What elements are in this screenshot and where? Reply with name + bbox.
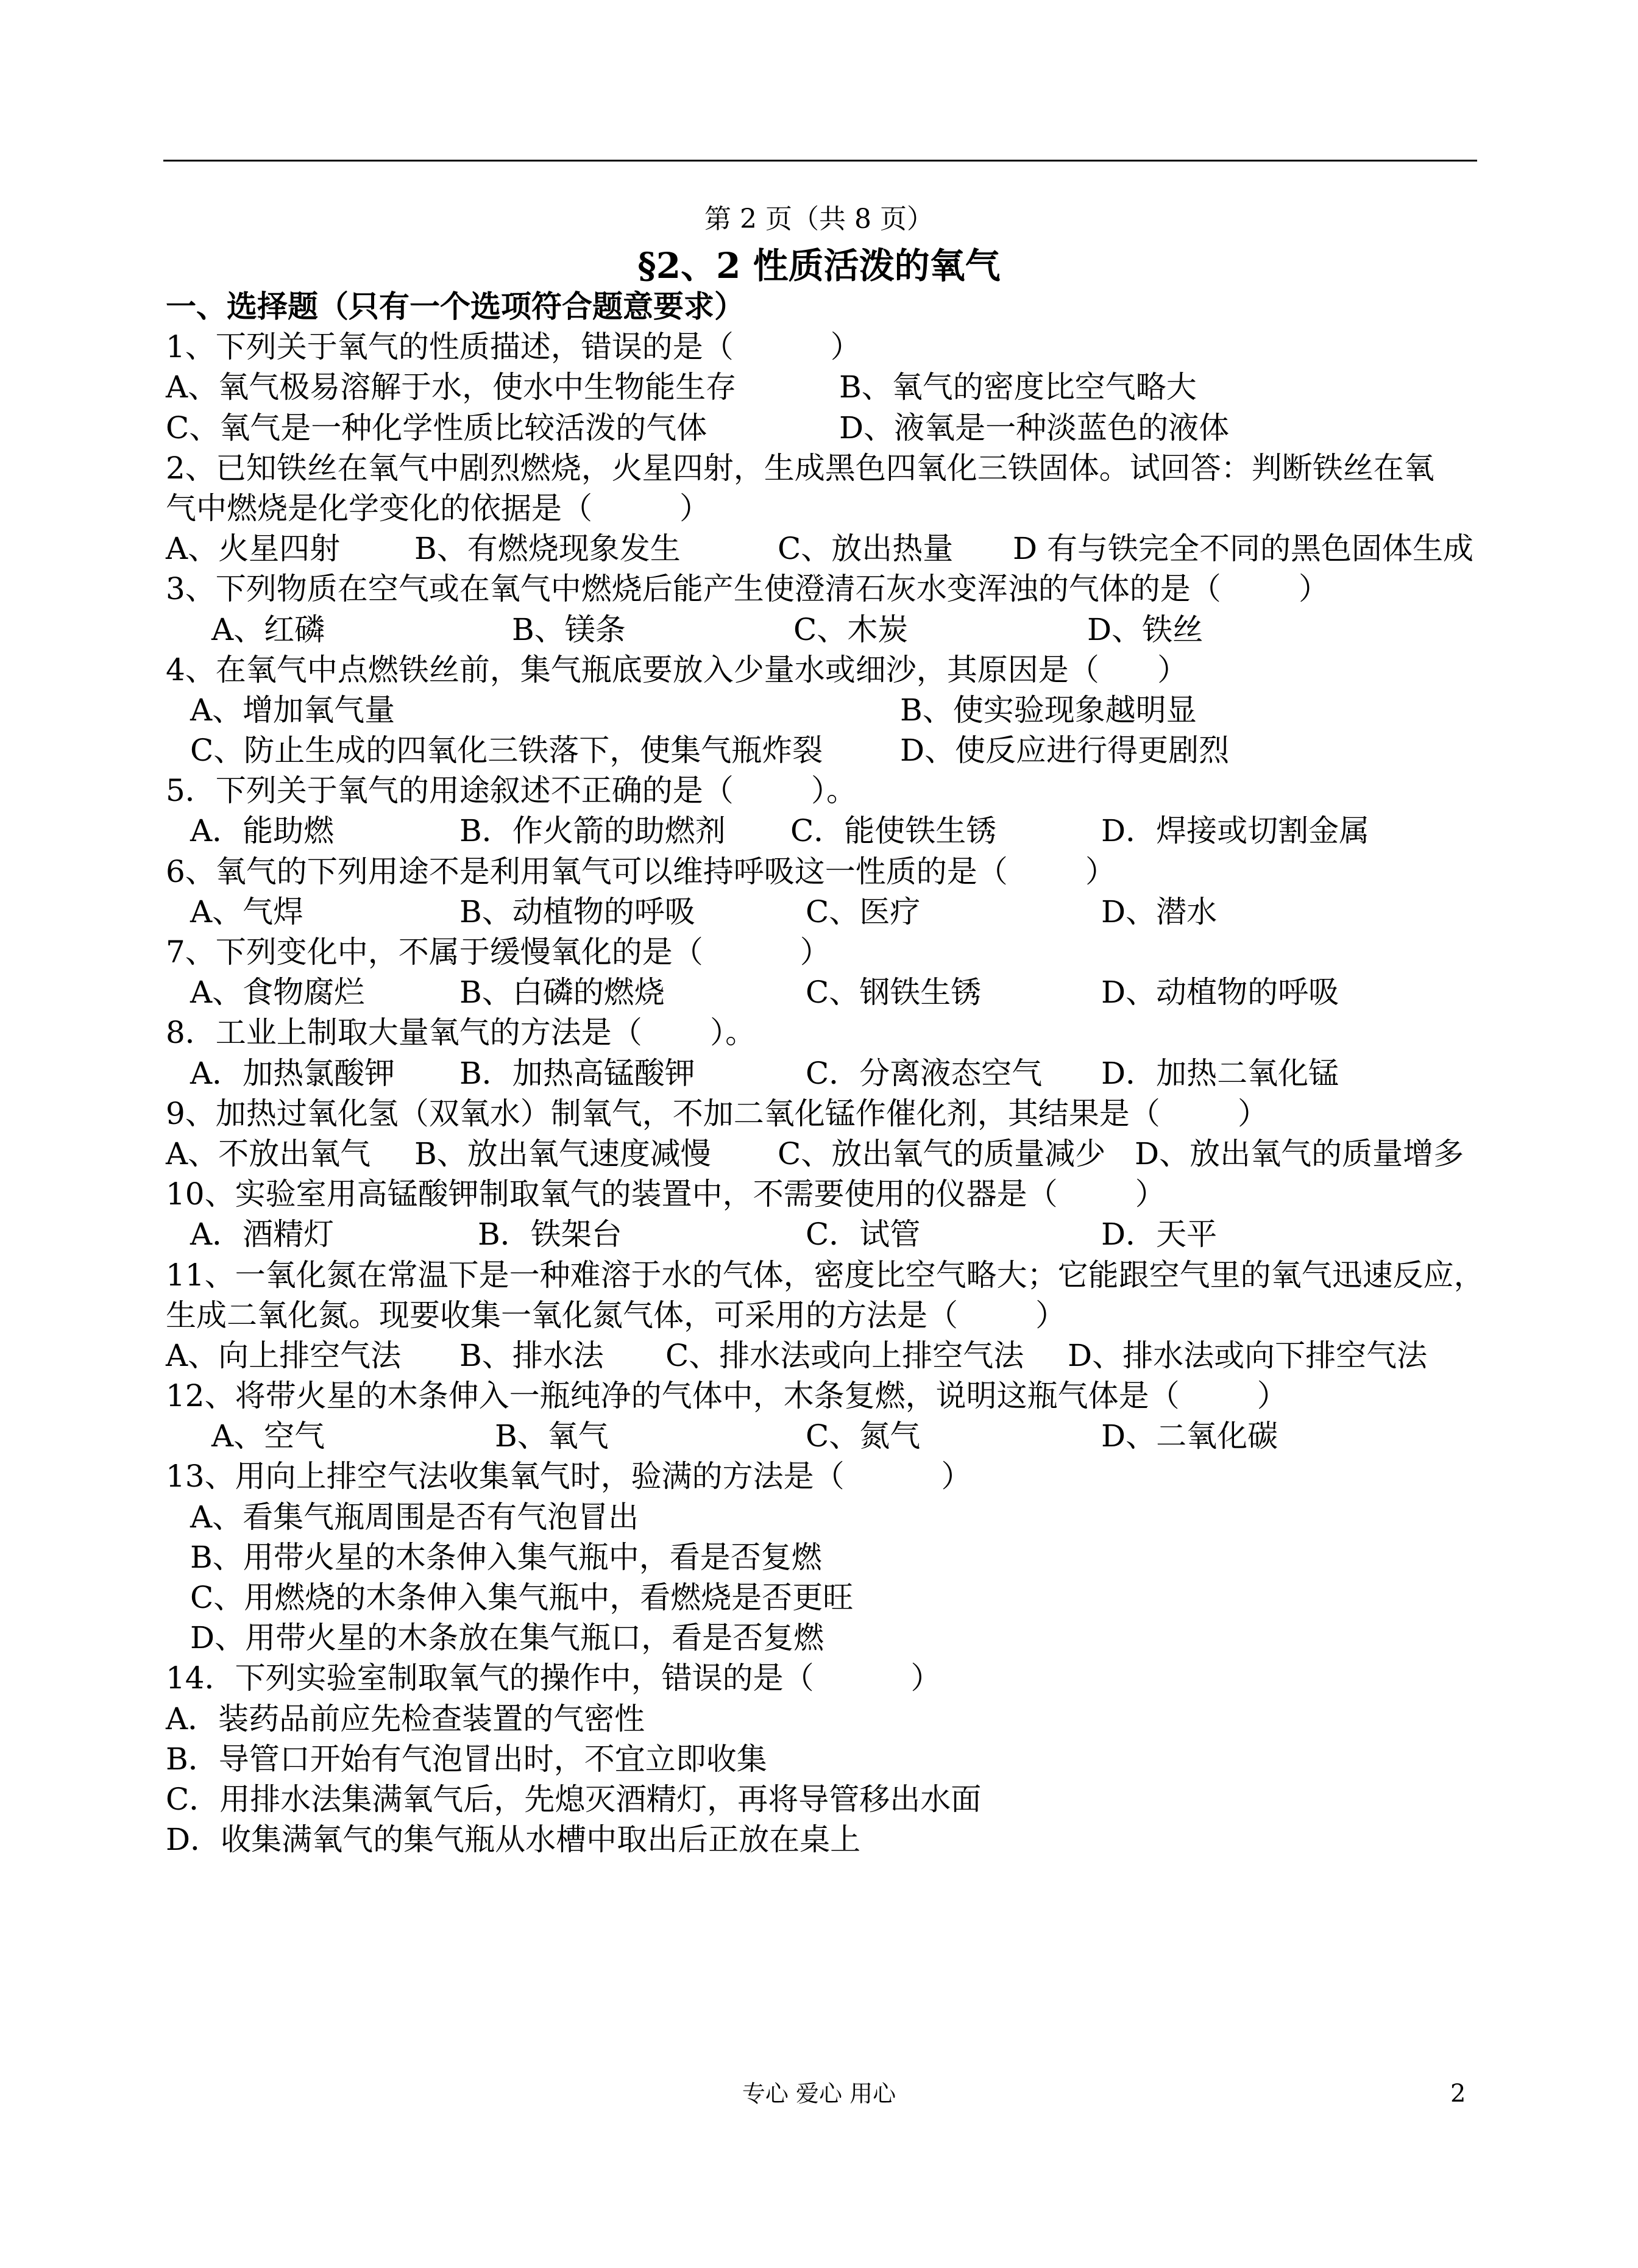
option: B、动植物的呼吸 (459, 894, 695, 930)
option: A．酒精灯 (190, 1217, 335, 1253)
question-2-line2: 气中燃烧是化学变化的依据是（ ） (166, 490, 711, 526)
option: C、氧气是一种化学性质比较活泼的气体 (166, 410, 707, 446)
question-8: 8．工业上制取大量氧气的方法是（ ）。 (166, 1015, 756, 1051)
question-3-options (166, 610, 1482, 650)
option: B．作火箭的助燃剂 (459, 813, 726, 849)
question-11-line1: 11、一氧化氮在常温下是一种难溶于水的气体，密度比空气略大；它能跟空气里的氧气迅速反应， (166, 1257, 1484, 1293)
option: C．能使铁生锈 (790, 813, 997, 849)
option: A、火星四射 (166, 531, 341, 567)
option: C、防止生成的四氧化三铁落下，使集气瓶炸裂 (190, 733, 823, 769)
option: D、铁丝 (1087, 611, 1204, 647)
option: C、医疗 (806, 894, 921, 930)
option: C、木炭 (793, 611, 909, 647)
question-1: 1、下列关于氧气的性质描述，错误的是（ ） (166, 329, 861, 365)
question-2-line1: 2、已知铁丝在氧气中剧烈燃烧，火星四射，生成黑色四氧化三铁固体。试回答：判断铁丝在氧 (166, 450, 1434, 486)
option: C．分离液态空气 (806, 1055, 1043, 1091)
question-9-options (166, 1134, 1482, 1174)
option: B．加热高锰酸钾 (459, 1055, 695, 1091)
question-14: 14．下列实验室制取氧气的操作中，错误的是（ ） (166, 1660, 941, 1696)
option: D 有与铁完全不同的黑色固体生成 (1013, 531, 1473, 567)
page-title: §2、2 性质活泼的氧气 (637, 245, 1001, 286)
option: C、排水法或向上排空气法 (665, 1337, 1024, 1373)
footer-page-number: 2 (1450, 2080, 1466, 2108)
option: C、用燃烧的木条伸入集气瓶中，看燃烧是否更旺 (190, 1580, 854, 1615)
option: C．试管 (806, 1217, 921, 1253)
question-5: 5．下列关于氧气的用途叙述不正确的是（ ）。 (166, 773, 857, 809)
option: D、使反应进行得更剧烈 (900, 733, 1230, 769)
option: B．铁架台 (478, 1217, 622, 1253)
question-6-options (166, 892, 1482, 932)
question-8-options (166, 1053, 1482, 1093)
option: B、氧气 (495, 1418, 609, 1454)
option: B、白磷的燃烧 (459, 975, 665, 1011)
option: A、增加氧气量 (190, 692, 395, 728)
question-7: 7、下列变化中，不属于缓慢氧化的是（ ） (166, 934, 831, 970)
option: C、放出氧气的质量减少 (778, 1136, 1106, 1171)
question-4-options-row1 (166, 690, 1482, 730)
question-5-options (166, 811, 1482, 851)
question-11-line2: 生成二氧化氮。现要收集一氧化氮气体，可采用的方法是（ ） (166, 1297, 1066, 1333)
option: D、放出氧气的质量增多 (1135, 1136, 1464, 1171)
question-12-options (166, 1416, 1482, 1456)
question-1-options-row1 (166, 367, 1482, 407)
question-10-options (166, 1214, 1482, 1254)
option: A、氧气极易溶解于水，使水中生物能生存 (166, 369, 737, 405)
section-heading: 一、选择题（只有一个选项符合题意要求） (166, 288, 745, 324)
option: A．装药品前应先检查装置的气密性 (166, 1701, 645, 1737)
page-indicator: 第 2 页（共 8 页） (704, 204, 934, 235)
option: A、气焊 (190, 894, 304, 930)
footer-motto: 专心 爱心 用心 (742, 2080, 896, 2107)
option: C、放出热量 (778, 531, 954, 567)
option: A、看集气瓶周围是否有气泡冒出 (190, 1499, 639, 1535)
question-list (166, 286, 1482, 1860)
option: A、食物腐烂 (190, 975, 365, 1011)
question-9: 9、加热过氧化氢（双氧水）制氧气，不加二氧化锰作催化剂，其结果是（ ） (166, 1095, 1268, 1131)
question-6: 6、氧气的下列用途不是利用氧气可以维持呼吸这一性质的是（ ） (166, 853, 1116, 889)
option: B、用带火星的木条伸入集气瓶中，看是否复燃 (190, 1539, 822, 1575)
option: B、使实验现象越明显 (900, 692, 1197, 728)
question-3: 3、下列物质在空气或在氧气中燃烧后能产生使澄清石灰水变浑浊的气体的是（ ） (166, 571, 1329, 607)
option: B、镁条 (512, 611, 626, 647)
option: D．天平 (1101, 1217, 1218, 1253)
option: D、二氧化碳 (1101, 1418, 1278, 1454)
question-10: 10、实验室用高锰酸钾制取氧气的装置中，不需要使用的仪器是（ ） (166, 1176, 1166, 1212)
question-2-options (166, 528, 1482, 569)
question-4-options-row2 (166, 730, 1482, 770)
option: B、放出氧气速度减慢 (414, 1136, 711, 1171)
question-7-options (166, 972, 1482, 1012)
option: B、排水法 (459, 1337, 604, 1373)
option: D、液氧是一种淡蓝色的液体 (839, 410, 1230, 446)
option: A．能助燃 (190, 813, 335, 849)
option: D．焊接或切割金属 (1101, 813, 1370, 849)
option: A、红磷 (211, 611, 325, 647)
option: C、氮气 (806, 1418, 921, 1454)
header-rule (163, 160, 1477, 162)
option: A、不放出氧气 (166, 1136, 371, 1171)
option: C、钢铁生锈 (806, 975, 982, 1011)
option: D、动植物的呼吸 (1101, 975, 1339, 1011)
option: A、空气 (211, 1418, 325, 1454)
option: B、有燃烧现象发生 (414, 531, 681, 567)
question-4: 4、在氧气中点燃铁丝前，集气瓶底要放入少量水或细沙，其原因是（ ） (166, 652, 1188, 688)
option: B．导管口开始有气泡冒出时，不宜立即收集 (166, 1741, 767, 1777)
question-13: 13、用向上排空气法收集氧气时，验满的方法是（ ） (166, 1459, 972, 1495)
option: A．加热氯酸钾 (190, 1055, 395, 1091)
option: D、排水法或向下排空气法 (1068, 1337, 1428, 1373)
option: D、潜水 (1101, 894, 1218, 930)
option: C．用排水法集满氧气后，先熄灭酒精灯，再将导管移出水面 (166, 1781, 982, 1817)
option: D．加热二氧化锰 (1101, 1055, 1339, 1091)
option: B、氧气的密度比空气略大 (839, 369, 1197, 405)
question-12: 12、将带火星的木条伸入一瓶纯净的气体中，木条复燃，说明这瓶气体是（ ） (166, 1378, 1288, 1414)
option: D．收集满氧气的集气瓶从水槽中取出后正放在桌上 (166, 1822, 861, 1858)
option: D、用带火星的木条放在集气瓶口，看是否复燃 (190, 1620, 824, 1656)
question-1-options-row2 (166, 408, 1482, 448)
question-11-options (166, 1335, 1482, 1376)
option: A、向上排空气法 (166, 1337, 402, 1373)
